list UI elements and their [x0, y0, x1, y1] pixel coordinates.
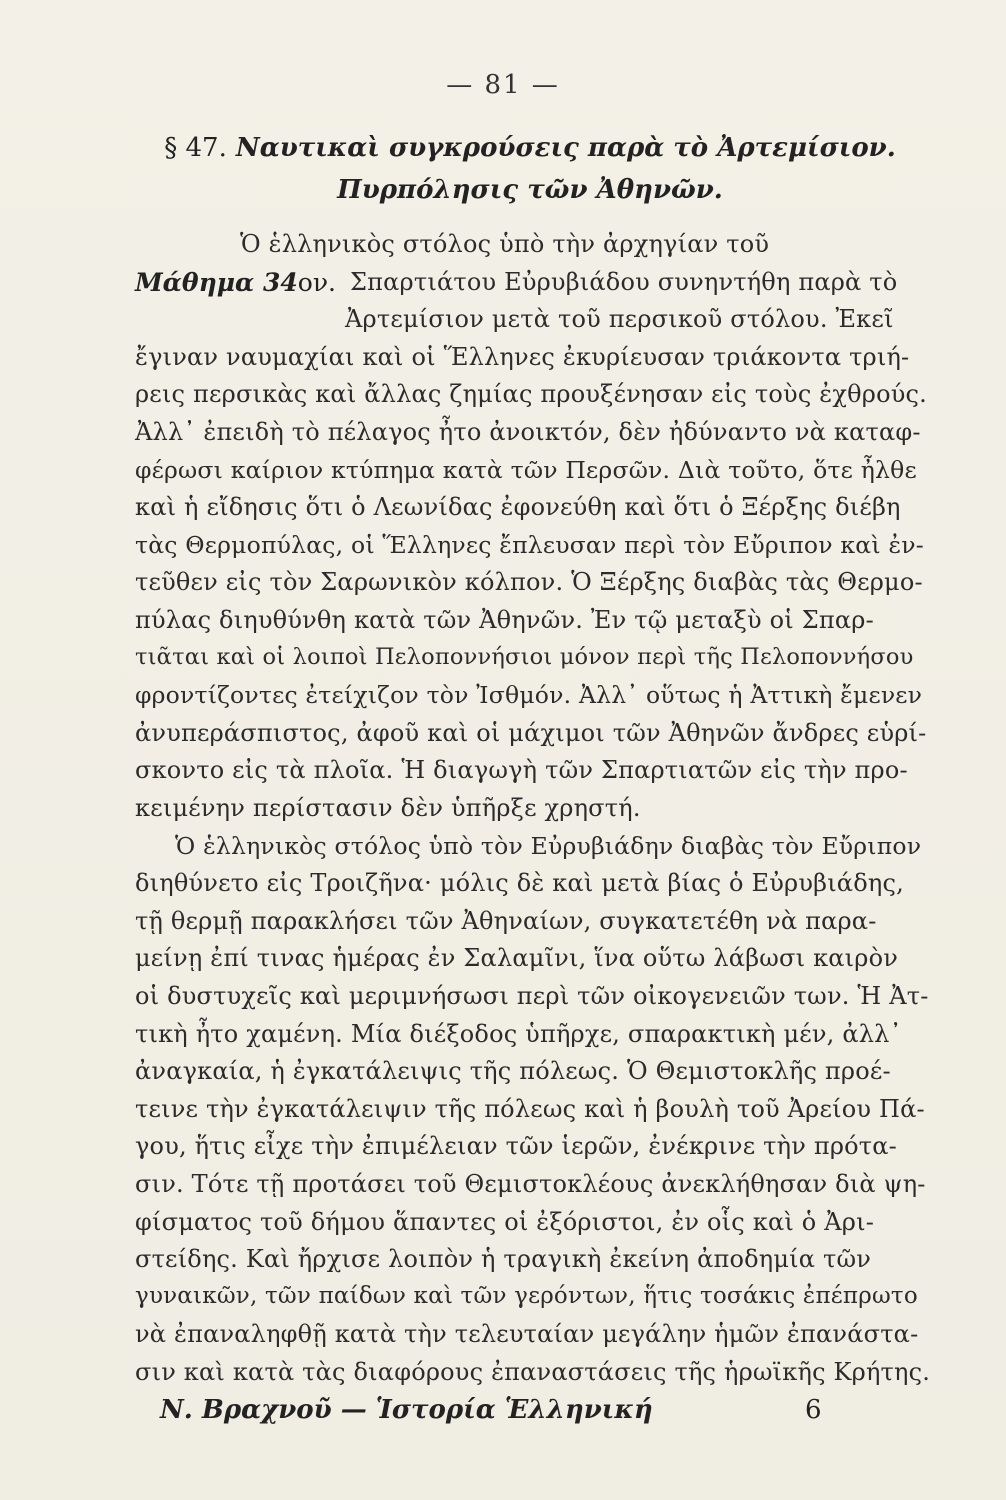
footer-signature: Ν. Βραχνοῦ — Ἱστορία Ἑλληνική [160, 1395, 653, 1425]
section-heading [150, 133, 910, 163]
text-line: νὰ ἐπαναληφθῇ κατὰ τὴν τελευταίαν μεγάλην ἡμῶν ἐπανάστα- [135, 1320, 919, 1348]
text-line: Ἀλλ᾽ ἐπειδὴ τὸ πέλαγος ἦτο ἀνοικτόν, δὲν ἠδύναντο νὰ καταφ- [135, 418, 921, 446]
lesson-label [135, 268, 336, 297]
text-line: σκοντο εἰς τὰ πλοῖα. Ἡ διαγωγὴ τῶν Σπαρτιατῶν εἰς τὴν προ- [135, 756, 908, 784]
text-line: πύλας διηυθύνθη κατὰ τῶν Ἀθηνῶν. Ἐν τῷ μεταξὺ οἱ Σπαρ- [135, 606, 874, 634]
text-line: Ὁ ἑλληνικὸς στόλος ὑπὸ τὸν Εὐρυβιάδην διαβὰς τὸν Εὔριπον [175, 832, 922, 860]
text-line: τῇ θερμῇ παρακλήσει τῶν Ἀθηναίων, συγκατετέθη νὰ παρα- [135, 907, 877, 935]
text-line: ρεις περσικὰς καὶ ἄλλας ζημίας προυξένησαν εἰς τοὺς ἐχθρούς. [135, 380, 927, 408]
lesson-label-suffix: ον. [297, 268, 336, 297]
lesson-label-text: Μάθημα 34 [135, 268, 298, 297]
text-line: διηθύνετο εἰς Τροιζῆνα· μόλις δὲ καὶ μετὰ βίας ὁ Εὐρυβιάδης, [135, 869, 904, 897]
text-line: ἀναγκαία, ἡ ἐγκατάλειψις τῆς πόλεως. Ὁ Θεμιστοκλῆς προέ- [135, 1057, 891, 1085]
section-title-line2: Πυρπόλησις τῶν Ἀθηνῶν. [337, 175, 723, 205]
text-line: μείνῃ ἐπί τινας ἡμέρας ἐν Σαλαμῖνι, ἵνα οὕτω λάβωσι καιρὸν [135, 944, 899, 972]
text-line: καὶ ἡ εἴδησις ὅτι ὁ Λεωνίδας ἐφονεύθη καὶ ὅτι ὁ Ξέρξης διέβη [135, 493, 901, 521]
text-line: τὰς Θερμοπύλας, οἱ Ἕλληνες ἔπλευσαν περὶ τὸν Εὔριπον καὶ ἐν- [135, 531, 924, 559]
section-mark: § 47. [164, 133, 227, 163]
text-line: τιᾶται καὶ οἱ λοιποὶ Πελοποννήσιοι μόνον περὶ τῆς Πελοποννήσου [135, 644, 914, 670]
text-line: σιν. Τότε τῇ προτάσει τοῦ Θεμιστοκλέους ἀνεκλήθησαν διὰ ψη- [135, 1170, 926, 1198]
text-line: φίσματος τοῦ δήμου ἅπαντες οἱ ἐξόριστοι, ἐν οἷς καὶ ὁ Ἀρι- [135, 1208, 875, 1236]
text-line: φροντίζοντες ἐτείχιζον τὸν Ἰσθμόν. Ἀλλ᾽ οὕτως ἡ Ἀττικὴ ἔμενεν [135, 681, 923, 709]
text-line: ἀνυπεράσπιστος, ἀφοῦ καὶ οἱ μάχιμοι τῶν Ἀθηνῶν ἄνδρες εὑρί- [135, 719, 927, 747]
text-line: τεινε τὴν ἐγκατάλειψιν τῆς πόλεως καὶ ἡ βουλὴ τοῦ Ἀρείου Πά- [135, 1095, 925, 1123]
footer-sheet-number: 6 [805, 1395, 822, 1425]
text-line: Ἀρτεμίσιον μετὰ τοῦ περσικοῦ στόλου. Ἐκεῖ [345, 305, 894, 333]
text-line: Ὁ ἑλληνικὸς στόλος ὑπὸ τὴν ἀρχηγίαν τοῦ [240, 230, 770, 258]
text-line: τικὴ ἦτο χαμένη. Μία διέξοδος ὑπῆρχε, σπαρακτικὴ μέν, ἀλλ᾽ [135, 1020, 902, 1048]
text-line: κειμένην περίστασιν δὲν ὑπῆρξε χρηστή. [135, 794, 641, 822]
text-line: σιν καὶ κατὰ τὰς διαφόρους ἐπαναστάσεις τῆς ἡρωϊκῆς Κρήτης. [135, 1358, 931, 1386]
text-line: οἱ δυστυχεῖς καὶ μεριμνήσωσι περὶ τῶν οἰκογενειῶν των. Ἡ Ἀτ- [135, 982, 929, 1010]
text-line: φέρωσι καίριον κτύπημα κατὰ τῶν Περσῶν. Διὰ τοῦτο, ὅτε ἦλθε [135, 456, 917, 484]
text-line: στείδης. Καὶ ἤρχισε λοιπὸν ἡ τραγικὴ ἐκείνη ἀποδημία τῶν [135, 1245, 872, 1273]
text-line: τεῦθεν εἰς τὸν Σαρωνικὸν κόλπον. Ὁ Ξέρξης διαβὰς τὰς Θερμο- [135, 568, 923, 596]
text-line: γου, ἥτις εἶχε τὴν ἐπιμέλειαν τῶν ἱερῶν, ἐνέκρινε τὴν πρότα- [135, 1132, 897, 1160]
text-line: Σπαρτιάτου Εὐρυβιάδου συνηντήθη παρὰ τὸ [350, 268, 898, 296]
page-number: — 81 — [446, 70, 560, 100]
text-line: ἔγιναν ναυμαχίαι καὶ οἱ Ἕλληνες ἐκυρίευσαν τριάκοντα τριή- [135, 343, 910, 371]
section-title-line1: Ναυτικαὶ συγκρούσεις παρὰ τὸ Ἀρτεμίσιον. [235, 133, 896, 163]
text-line: γυναικῶν, τῶν παίδων καὶ τῶν γερόντων, ἥτις τοσάκις ἐπέπρωτο [135, 1283, 918, 1309]
